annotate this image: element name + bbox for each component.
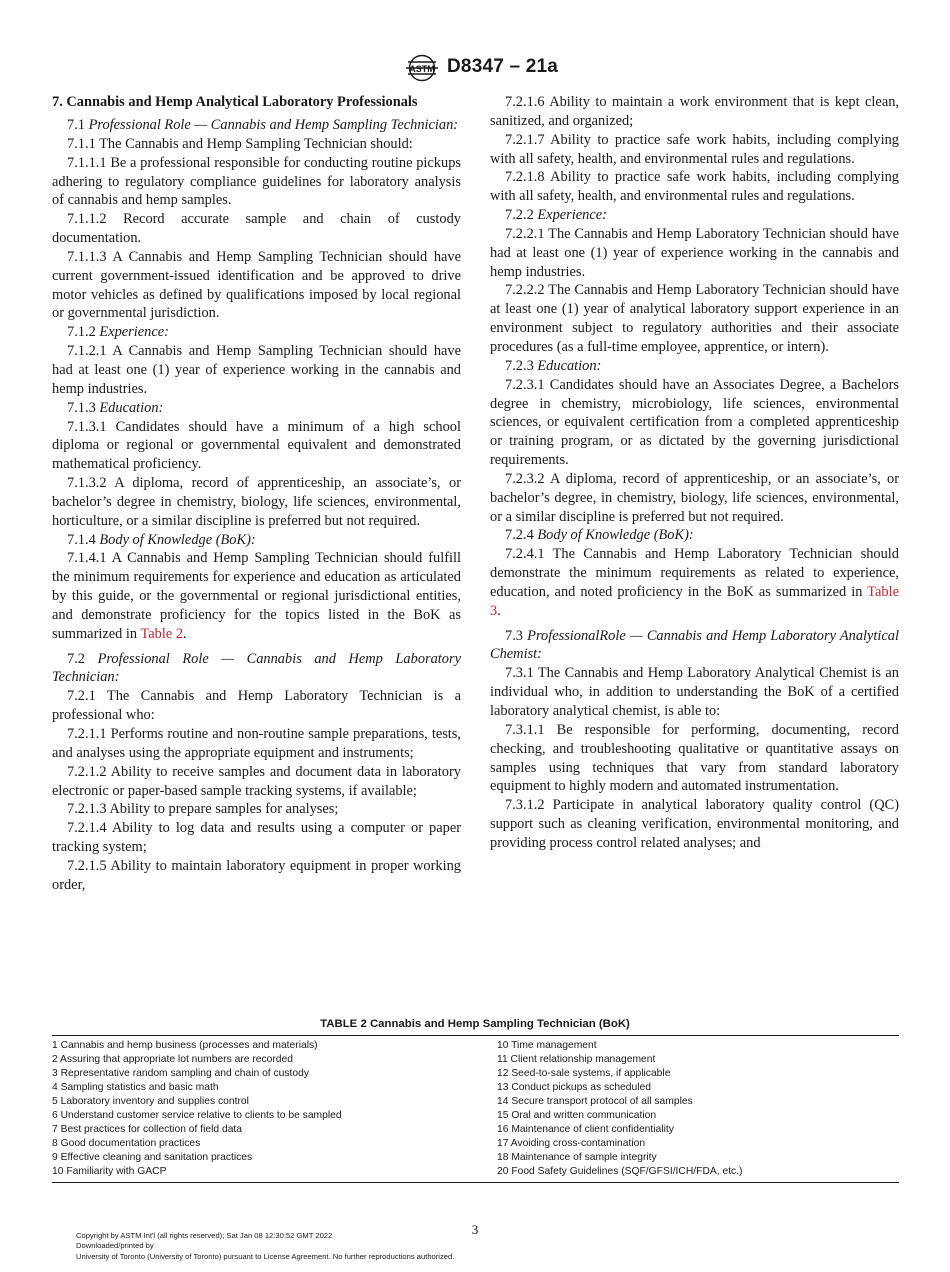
table-row: 3 Representative random sampling and chain of custody	[52, 1068, 309, 1079]
table-2	[52, 1035, 899, 1183]
table-row: 10 Time management	[497, 1040, 597, 1051]
para-7-2-1: 7.2.1 The Cannabis and Hemp Laboratory Technician is a professional who:	[52, 688, 461, 724]
table-row: 18 Maintenance of sample integrity	[497, 1152, 657, 1163]
table-row: 9 Effective cleaning and sanitation practices	[52, 1152, 253, 1163]
para-7-1-2: 7.1.2 Experience:	[67, 324, 169, 341]
para-7-1-1-1: 7.1.1.1 Be a professional responsible for conducting routine pickups adhering to regulatory compliance guidelines for laboratory analysis of cannabis and hemp samples.	[52, 154, 461, 209]
para-7-2-3-1: 7.2.3.1 Candidates should have an Associates Degree, a Bachelors degree in chemistry, microbiology, life sciences, environmental sciences, or equivalent certification from a completed apprenticeship or training program, or as dictated by the governing jurisdictional requirements.	[490, 376, 899, 469]
table-row: 2 Assuring that appropriate lot numbers are recorded	[52, 1054, 293, 1065]
table-row: 11 Client relationship management	[497, 1054, 656, 1065]
para-7-2-2: 7.2.2 Experience:	[505, 207, 607, 224]
para-7-2-1-5: 7.2.1.5 Ability to maintain laboratory equipment in proper working order,	[52, 857, 461, 893]
para-7-1-1: 7.1.1 The Cannabis and Hemp Sampling Technician should:	[67, 135, 413, 152]
table-row: 6 Understand customer service relative to clients to be sampled	[52, 1110, 342, 1121]
para-7-1-1-2: 7.1.1.2 Record accurate sample and chain of custody documentation.	[52, 211, 461, 247]
para-7-1-2-1: 7.1.2.1 A Cannabis and Hemp Sampling Technician should have had at least one (1) year of experience working in the cannabis and hemp industries.	[52, 343, 461, 397]
table-2-left-column	[52, 1039, 342, 1179]
left-column	[52, 93, 461, 895]
table-row: 7 Best practices for collection of field data	[52, 1124, 243, 1135]
para-7-3: 7.3 ProfessionalRole — Cannabis and Hemp Laboratory Analytical Chemist:	[490, 627, 899, 663]
para-7-2-1-7: 7.2.1.7 Ability to practice safe work habits, including complying with all safety, health, and environmental rules and regulations.	[490, 131, 899, 167]
table-row: 17 Avoiding cross-contamination	[497, 1138, 646, 1149]
downloaded-line: Downloaded/printed by	[76, 1241, 154, 1251]
para-7-2-1-2: 7.2.1.2 Ability to receive samples and document data in laboratory electronic or paper-based sample tracking systems, if available;	[52, 763, 461, 799]
table-2-link[interactable]: Table 2	[140, 625, 184, 642]
table-row: 4 Sampling statistics and basic math	[52, 1082, 219, 1093]
para-7-3-1-2: 7.3.1.2 Participate in analytical laboratory quality control (QC) support such as cleaning verification, environmental monitoring, and providing process control related analyses; and	[490, 797, 899, 851]
para-7-2-1-8: 7.2.1.8 Ability to practice safe work habits, including complying with all safety, health, and environmental rules and regulations.	[490, 169, 899, 205]
para-7-2-3: 7.2.3 Education:	[505, 357, 602, 374]
para-7-2-3-2: 7.2.3.2 A diploma, record of apprenticeship, or an associate’s, or bachelor’s degree, in chemistry, biology, life sciences, environmental, or a similar discipline is preferred but not required.	[490, 470, 899, 525]
para-7-1-3: 7.1.3 Education:	[67, 399, 164, 416]
table-3-link[interactable]: Table 3	[490, 583, 899, 619]
para-7-1: 7.1 Professional Role — Cannabis and Hemp Sampling Technician:	[67, 117, 459, 133]
para-7-2-1-4: 7.2.1.4 Ability to log data and results using a computer or paper tracking system;	[52, 820, 461, 856]
table-row: 15 Oral and written communication	[497, 1110, 657, 1121]
page-number: 3	[471, 1222, 479, 1237]
copyright-line: Copyright by ASTM Int'l (all rights reserved); Sat Jan 08 12:30:52 GMT 2022	[76, 1231, 333, 1240]
para-7-2-1-1: 7.2.1.1 Performs routine and non-routine sample preparations, tests, and analyses using the appropriate equipment and instruments;	[52, 726, 461, 761]
table-row: 5 Laboratory inventory and supplies control	[52, 1096, 249, 1107]
para-7-2-2-2: 7.2.2.2 The Cannabis and Hemp Laboratory Technician should have at least one (1) year of analytical laboratory support experience in an environment subject to regulatory authorities and their associate procedures (as a full-time employee, apprentice, or intern).	[490, 282, 899, 355]
para-7-2-4-1: 7.2.4.1 The Cannabis and Hemp Laboratory Technician should demonstrate the minimum requirements as related to experience, education, and noted proficiency in the BoK as summarized in Table 3.	[490, 546, 899, 619]
copyright-footer	[76, 1231, 454, 1262]
table-row: 10 Familiarity with GACP	[52, 1166, 167, 1177]
table-row: 20 Food Safety Guidelines (SQF/GFSI/ICH/FDA, etc.)	[497, 1166, 743, 1177]
para-7-3-1-1: 7.3.1.1 Be responsible for performing, documenting, record checking, and troubleshooting qualitative or quantitative assays on samples using techniques that vary from standard laboratory equipment to highly modern and automated instrumentation.	[490, 721, 899, 795]
license-line: University of Toronto (University of Toronto) pursuant to License Agreement. No further reproductions authorized.	[76, 1251, 455, 1261]
table-2-right-column	[497, 1039, 743, 1179]
para-7-3-1: 7.3.1 The Cannabis and Hemp Laboratory Analytical Chemist is an individual who, in addition to understanding the BoK of a certified laboratory analytical chemist, is able to:	[490, 665, 899, 719]
table-row: 12 Seed-to-sale systems, if applicable	[497, 1068, 671, 1079]
table-row: 13 Conduct pickups as scheduled	[497, 1082, 651, 1093]
para-7-1-4: 7.1.4 Body of Knowledge (BoK):	[67, 531, 256, 548]
document-designation: D8347 – 21a	[447, 56, 559, 77]
table-row: 14 Secure transport protocol of all samples	[497, 1096, 693, 1107]
para-7-2-1-3: 7.2.1.3 Ability to prepare samples for analyses;	[67, 801, 339, 818]
para-7-2-2-1: 7.2.2.1 The Cannabis and Hemp Laboratory Technician should have had at least one (1) year of experience working in the cannabis and hemp industries.	[490, 225, 899, 280]
svg-text:ASTM: ASTM	[409, 64, 435, 74]
para-7-1-3-1: 7.1.3.1 Candidates should have a minimum of a high school diploma or regional or governmental equivalent and demonstrated mathematical proficiency.	[52, 418, 461, 473]
para-7-1-1-3: 7.1.1.3 A Cannabis and Hemp Sampling Technician should have current government-issued identification and be approved to drive motor vehicles as defined by qualifications imposed by local regional or governmental jurisdiction.	[52, 248, 461, 322]
table-row: 1 Cannabis and hemp business (processes and materials)	[52, 1040, 318, 1051]
section-heading: 7. Cannabis and Hemp Analytical Laboratory Professionals	[52, 94, 418, 110]
para-7-2-4: 7.2.4 Body of Knowledge (BoK):	[505, 527, 694, 544]
table-row: 8 Good documentation practices	[52, 1138, 201, 1149]
para-7-1-3-2: 7.1.3.2 A diploma, record of apprenticeship, an associate’s, or bachelor’s degree in chemistry, biology, life sciences, environmental, horticulture, or a similar discipline is preferred but not required.	[52, 475, 461, 529]
astm-logo-icon	[403, 52, 441, 84]
table-row: 16 Maintenance of client confidentiality	[497, 1124, 674, 1135]
para-7-1-4-1: 7.1.4.1 A Cannabis and Hemp Sampling Technician should fulfill the minimum requirements for experience and education as articulated by this guide, or the governmental or regional jurisdictional entities, and demonstrate proficiency for the topics listed in the BoK as summarized in Table 2.	[52, 550, 461, 642]
right-column	[490, 93, 899, 853]
para-7-2: 7.2 Professional Role — Cannabis and Hemp Laboratory Technician:	[52, 650, 461, 686]
table-2-title: TABLE 2 Cannabis and Hemp Sampling Technician (BoK)	[320, 1018, 630, 1030]
para-7-2-1-6: 7.2.1.6 Ability to maintain a work environment that is kept clean, sanitized, and organized;	[490, 94, 899, 129]
